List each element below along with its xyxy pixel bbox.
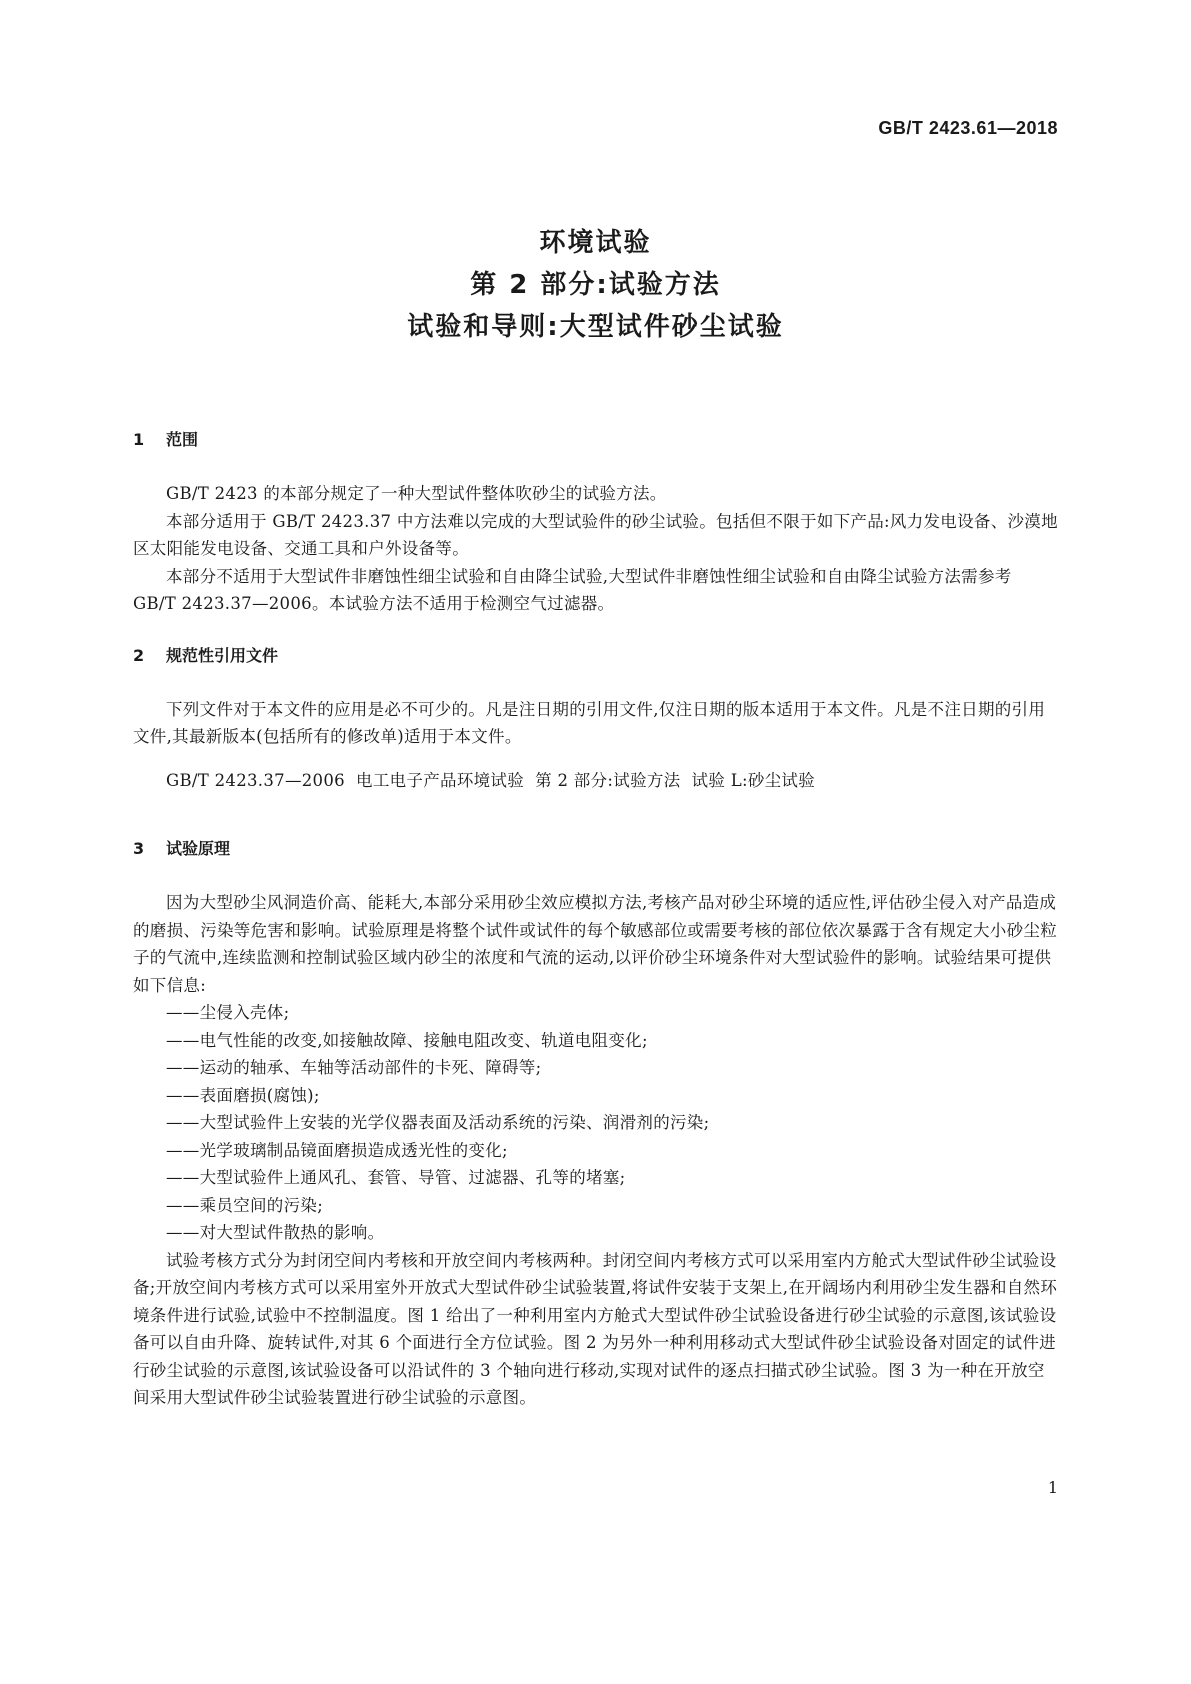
section-3-paragraph-2: 试验考核方式分为封闭空间内考核和开放空间内考核两种。封闭空间内考核方式可以采用室内方舱式大型试件砂尘试验设备;开放空间内考核方式可以采用室外开放式大型试件砂尘试验装置,将试件安装于支架上,在开阔场内利用砂尘发生器和自然环境条件进行试验,试验中不控制温度。图 1 给出了一种利用室内方舱式大型试件砂尘试验设备进行砂尘试验的示意图,该试验设备可以自由升降、旋转试件,对其 6 个面进行全方位试验。图 2 为另外一种利用移动式大型试件砂尘试验设备对固定的试件进行砂尘试验的示意图,该试验设备可以沿试件的 3 个轴向进行移动,实现对试件的逐点扫描式砂尘试验。图 3 为一种在开放空间采用大型试件砂尘试验装置进行砂尘试验的示意图。 xyxy=(133,1250,1058,1407)
list-item: ——对大型试件散热的影响。 xyxy=(166,1223,385,1242)
document-body xyxy=(133,428,1058,1412)
title-line-2: 第 2 部分:试验方法 xyxy=(470,270,721,300)
effects-list xyxy=(133,999,1058,1247)
section-1-number: 1 xyxy=(133,430,145,449)
section-1-paragraph-1: GB/T 2423 的本部分规定了一种大型试件整体吹砂尘的试验方法。 xyxy=(166,484,667,503)
page-number: 1 xyxy=(1047,1478,1058,1497)
section-2-title: 规范性引用文件 xyxy=(166,645,279,665)
section-2-number: 2 xyxy=(133,645,145,665)
list-item: ——大型试验件上安装的光学仪器表面及活动系统的污染、润滑剂的污染; xyxy=(166,1113,710,1132)
standard-code: GB/T 2423.61—2018 xyxy=(878,118,1058,138)
title-line-3: 试验和导则:大型试件砂尘试验 xyxy=(407,312,784,342)
section-3-title: 试验原理 xyxy=(166,839,231,858)
list-item: ——大型试验件上通风孔、套管、导管、过滤器、孔等的堵塞; xyxy=(166,1168,626,1187)
section-3-heading xyxy=(133,837,1058,861)
title-line-1: 环境试验 xyxy=(539,228,652,258)
section-2-paragraph-1: 下列文件对于本文件的应用是必不可少的。凡是注日期的引用文件,仅注日期的版本适用于本文件。凡是不注日期的引用文件,其最新版本(包括所有的修改单)适用于本文件。 xyxy=(133,699,1046,746)
document-title xyxy=(0,222,1191,348)
list-item: ——运动的轴承、车轴等活动部件的卡死、障碍等; xyxy=(166,1058,542,1077)
section-1-paragraph-2: 本部分适用于 GB/T 2423.37 中方法难以完成的大型试验件的砂尘试验。包括但不限于如下产品:风力发电设备、沙漠地区太阳能发电设备、交通工具和户外设备等。 xyxy=(133,511,1058,558)
list-item: ——乘员空间的污染; xyxy=(166,1195,324,1215)
section-2-heading xyxy=(133,644,1058,668)
section-1-heading xyxy=(133,428,1058,452)
normative-reference: GB/T 2423.37—2006 电工电子产品环境试验 第 2 部分:试验方法 试验 L:砂尘试验 xyxy=(166,771,816,790)
section-1-title: 范围 xyxy=(166,430,199,449)
section-1-paragraph-3: 本部分不适用于大型试件非磨蚀性细尘试验和自由降尘试验,大型试件非磨蚀性细尘试验和自由降尘试验方法需参考 GB/T 2423.37—2006。本试验方法不适用于检测空气过滤器。 xyxy=(133,566,1012,613)
list-item: ——表面磨损(腐蚀); xyxy=(166,1085,320,1105)
section-3-paragraph-1: 因为大型砂尘风洞造价高、能耗大,本部分采用砂尘效应模拟方法,考核产品对砂尘环境的适应性,评估砂尘侵入对产品造成的磨损、污染等危害和影响。试验原理是将整个试件或试件的每个敏感部位或需要考核的部位依次暴露于含有规定大小砂尘粒子的气流中,连续监测和控制试验区域内砂尘的浓度和气流的运动,以评价砂尘环境条件对大型试验件的影响。试验结果可提供如下信息: xyxy=(133,893,1057,995)
list-item: ——光学玻璃制品镜面磨损造成透光性的变化; xyxy=(166,1140,508,1160)
list-item: ——电气性能的改变,如接触故障、接触电阻改变、轨道电阻变化; xyxy=(166,1030,648,1050)
list-item: ——尘侵入壳体; xyxy=(166,1003,290,1022)
section-3-number: 3 xyxy=(133,839,145,858)
